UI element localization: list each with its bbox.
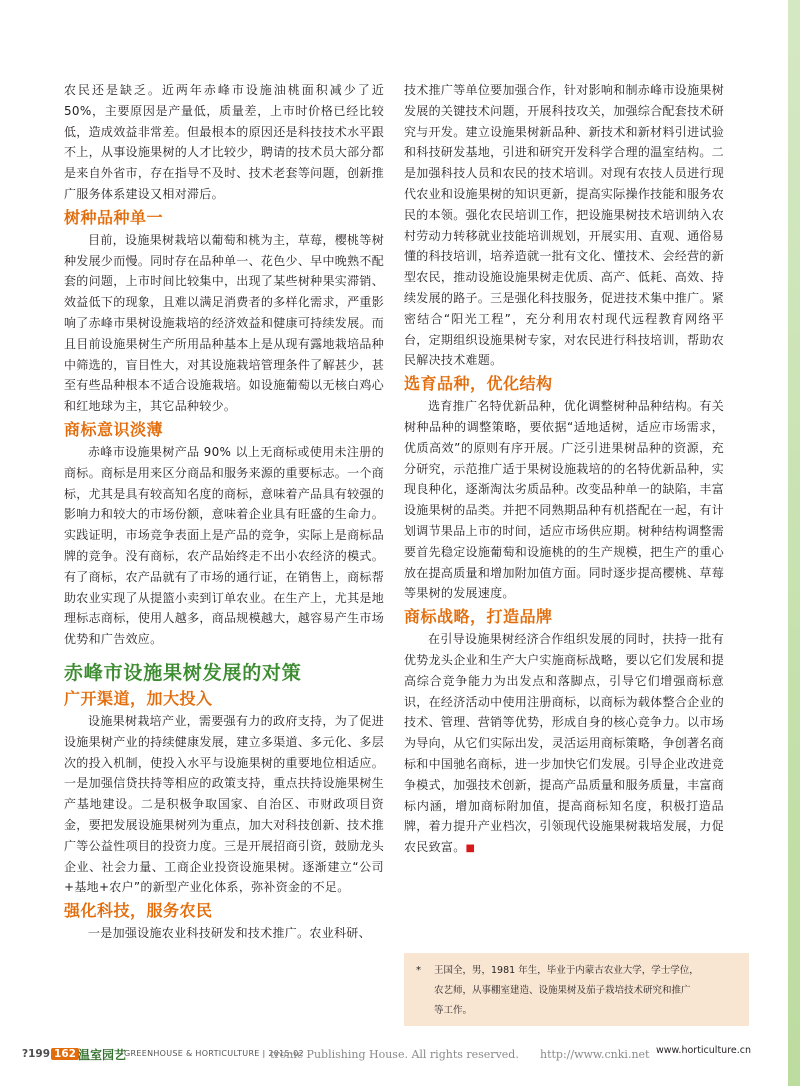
heading-channels: 广开渠道，加大投入 [64,688,213,708]
heading-science: 强化科技，服务农民 [64,901,213,921]
page-footer [0,1044,800,1070]
right-column [404,80,724,860]
author-note [404,953,749,1026]
page-number-value: 162 [51,1048,79,1060]
paragraph-left-3: 赤峰市设施果树产品 90% 以上无商标或使用未注册的商标。商标是用来区分商品和服务来源的重要标志。一个商标，尤其是具有较高知名度的商标，意味着产品具有较强的影响力和较大的市场份额，意味着企业具有旺盛的生命力。实践证明，市场竞争表面上是产品的竞争，实际上是商标品牌的竞争。没有商标，农产品始终走不出小农经济的模式。有了商标，农产品就有了市场的通行证，在销售上，商标帮助农业实现了从提篮小卖到订单农业。在生产上，尤其是地理标志商标，使用人越多，商品规模越大，越容易产生市场优势和广告效应。 [64,444,384,647]
paragraph-left-5: 一是加强设施农业科技研发和技术推广。农业科研、 [88,926,371,941]
paragraph-right-2: 选育推广名特优新品种，优化调整树种品种结构。有关树种品种的调整策略，要依据“适地适树，适应市场需求，优质高效”的原则有序开展。广泛引进果树品种的资源，充分研究，示范推广适于果树设施栽培的的名特优新品种，实现良种化，逐渐淘汰劣质品种。改变品种单一的缺陷，丰富设施果树的品类。并把不同熟期品种有机搭配在一起，有计划调节果品上市的时间，适应市场供应期。树种结构调整需要首先稳定设施葡萄和设施桃的的生产规模，把生产的重心放在提高质量和增加附加值方面。同时逐步提高樱桃、草莓等果树的发展速度。 [404,399,724,601]
page-number [22,1048,79,1060]
author-note-line-3: 等工作。 [434,1005,473,1016]
paragraph-left-1: 农民还是缺乏。近两年赤峰市设施油桃面积减少了近50%，主要原因是产量低，质量差，上市时价格已经比较低，造成效益非常差。但最根本的原因还是科技技术水平跟不上，从事设施果树的人才比较少，聘请的技术员大部分都是来自外省市，存在指导不及时、技术老套等问题，创新推广服务体系建设又相对滞后。 [64,83,384,201]
heading-brand: 商标战略，打造品牌 [404,607,553,627]
cnki-link[interactable]: http://www.cnki.net [540,1048,650,1061]
author-note-line-2: 农艺师，从事棚室建造、设施果树及茄子栽培技术研究和推广 [434,985,691,996]
end-mark-icon: ■ [465,843,476,855]
side-color-band [788,0,800,1086]
journal-name: 温室园艺 [78,1048,127,1062]
paragraph-right-3-text: 在引导设施果树经济合作组织发展的同时，扶持一批有优势龙头企业和生产大户实施商标战略，要以它们发展和提高综合竞争能力为出发点和落脚点，引导它们增强商标意识，在经济活动中使用注册商标，以商标为载体整合企业的技术、管理、营销等优势，形成自身的核心竞争力。以市场为导向，从它们实际出发，灵活运用商标策略，争创著名商标和中国驰名商标，进一步加快它们发展。引导企业改进竞争模式，加强技术创新，提高产品质量和服务质量，丰富商标内涵，增加商标附加值，提高商标知名度，积极打造品牌，着力提升产业档次，引领现代设施果树栽培发展，力促农民致富。 [404,632,724,855]
paragraph-right-1: 技术推广等单位要加强合作，针对影响和制赤峰市设施果树发展的关键技术问题，开展科技攻关，加强综合配套技术研究与开发。建立设施果树新品种、新技术和新材料引进试验和科技研发基地，引进和研究开发科学合理的温室结构。二是加强科技人员和农民的技术培训。对现有农技人员进行现代农业和设施果树的知识更新，提高实际操作技能和服务农民的本领。强化农民培训工作，把设施果树技术培训纳入农村劳动力转移就业技能培训规划，开展实用、直观、通俗易懂的科技培训，培养造就一批有文化、懂技术、会经营的新型农民，推动设施设施果树走优质、高产、低耗、高效、持续发展的路子。三是强化科技服务，促进技术集中推广。紧密结合“阳光工程”，充分利用农村现代远程教育网络平台，定期组织设施果树专家，对农民进行科技培训，帮助农民解决技术难题。 [404,83,724,368]
copyright-text: tronic Publishing House. All rights reserved. [270,1048,519,1061]
page-prefix: ?199 [22,1048,51,1060]
heading-variety: 树种品种单一 [64,207,164,227]
paragraph-left-4: 设施果树栽培产业，需要强有力的政府支持，为了促进设施果树产业的持续健康发展，建立多渠道、多元化、多层次的投入机制，使投入水平与设施果树的重要地位相适应。一是加强信贷扶持等相应的政策支持，重点扶持设施果树生产基地建设。二是积极争取国家、自治区、市财政项目资金，要把发展设施果树列为重点，加大对科技创新、技术推广等公益性项目的投资力度。三是开展招商引资，鼓励龙头企业、社会力量、工商企业投资设施果树。逐渐建立“公司+基地+农户”的新型产业化体系，弥补资金的不足。 [64,713,384,895]
heading-trademark: 商标意识淡薄 [64,419,164,439]
journal-website[interactable]: www.horticulture.cn [656,1045,751,1056]
section-heading-countermeasures: 赤峰市设施果树发展的对策 [64,661,302,684]
author-note-line-1: 王国全，男，1981 年生，毕业于内蒙古农业大学，学士学位， [434,965,699,976]
heading-breeding: 选育品种，优化结构 [404,374,553,394]
paragraph-left-2: 目前，设施果树栽培以葡萄和桃为主，草莓，樱桃等树种发展少而慢。同时存在品种单一、花色少、早中晚熟不配套的问题，上市时间比较集中，出现了某些树种果实滞销、效益低下的现象，且难以满足消费者的多样化需求，严重影响了赤峰市果树设施栽培的经济效益和健康可持续发展。而且目前设施果树生产所用品种基本上是从现有露地栽培品种中筛选的，盲目性大，对其设施栽培管理条件了解甚少，甚至有些品种根本不适合设施栽培。如设施葡萄以无核白鸡心和红地球为主，其它品种较少。 [64,232,384,414]
paragraph-right-3 [404,629,724,860]
journal-issue: GREENHOUSE & HORTICULTURE | 2015-02 [124,1049,304,1058]
left-column [64,80,384,944]
note-star-icon: * [416,965,421,976]
